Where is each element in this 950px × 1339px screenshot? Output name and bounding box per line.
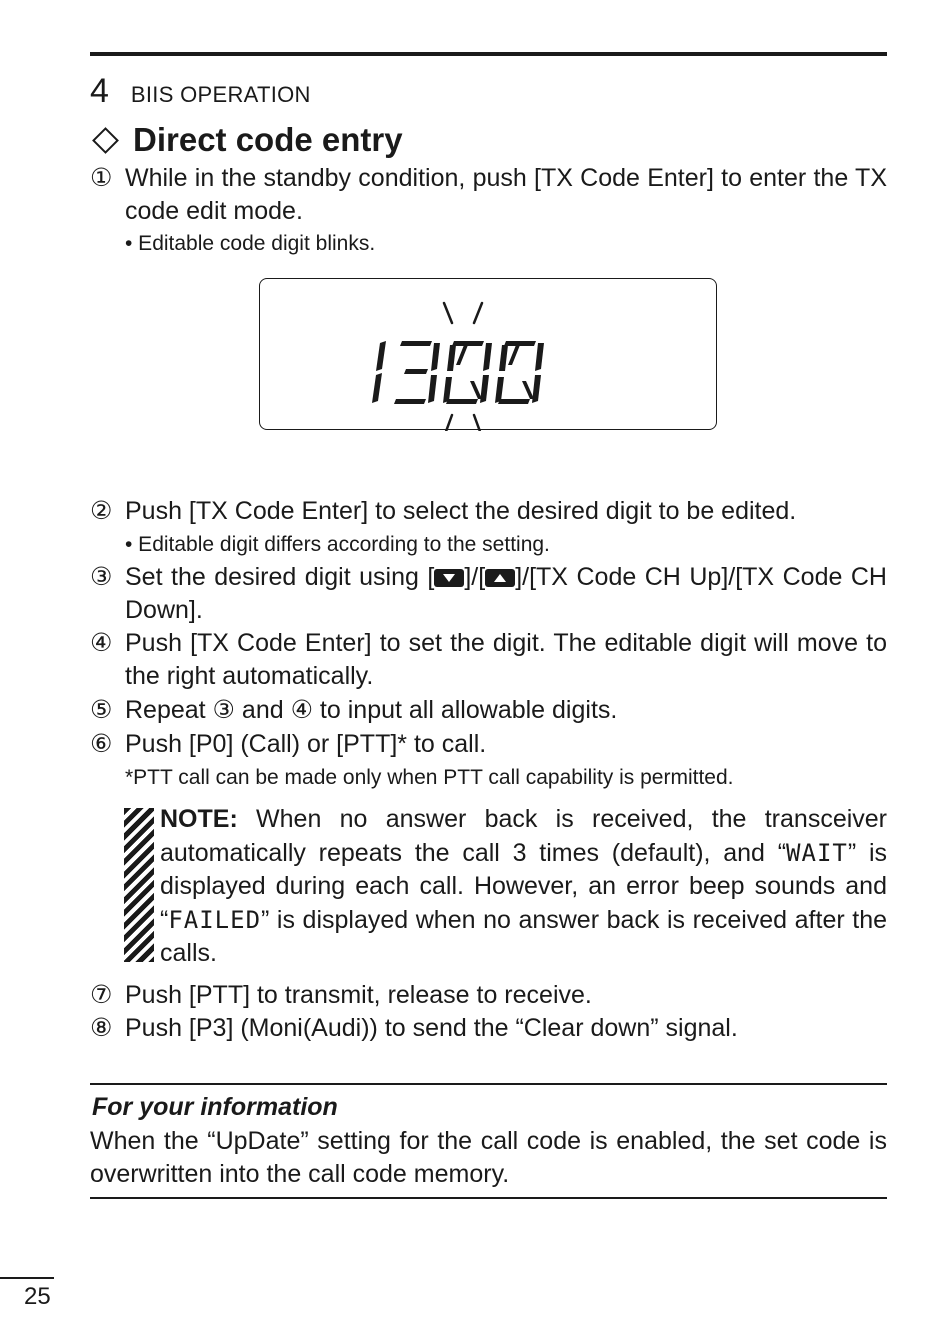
step-1-bullet: • Editable code digit blinks.	[125, 232, 376, 255]
step-4	[90, 627, 887, 693]
step-6-footnote: *PTT call can be made only when PTT call capability is permitted.	[125, 766, 734, 789]
blink-mark-icon	[474, 303, 482, 323]
section-title: Direct code entry	[133, 121, 403, 158]
step-text: Push [TX Code Enter] to set the digit. The editable digit will move to the right automatically.	[125, 629, 887, 690]
note-text: NOTE: When no answer back is received, the transceiver automatically repeats the call 3 times (default), and “WAIT” is displayed during each call. However, an error beep sounds and “FAILED” is displayed when no answer back is received after the calls.	[160, 805, 887, 967]
info-top-rule	[90, 1083, 887, 1085]
chapter-number: 4	[90, 72, 109, 110]
step-text: While in the standby condition, push [TX Code Enter] to enter the TX code edit mode.	[125, 164, 887, 225]
chapter-heading	[90, 72, 311, 111]
lcd-digit-0-b	[495, 341, 544, 404]
blink-mark-icon	[474, 415, 482, 431]
step-7	[90, 979, 887, 1012]
note-label: NOTE:	[160, 805, 238, 833]
step-3	[90, 561, 887, 627]
step-2	[90, 495, 887, 528]
step-number: ⑧	[90, 1014, 113, 1042]
step-8	[90, 1012, 887, 1045]
chapter-title: BIIS OPERATION	[130, 82, 311, 107]
step-text: Set the desired digit using [ ]/[ ]/[TX Code CH Up]/[TX Code CH Down].	[125, 563, 887, 624]
blink-mark-icon	[444, 303, 452, 323]
step-number: ⑦	[90, 981, 113, 1009]
step-2-bullet: • Editable digit differs according to the setting.	[125, 533, 550, 556]
step-1	[90, 162, 887, 228]
lcd-digit-0-a	[443, 341, 492, 404]
up-arrow-key-icon	[485, 569, 515, 587]
step-text: Push [P3] (Moni(Audi)) to send the “Clear down” signal.	[125, 1014, 738, 1042]
section-heading	[90, 121, 403, 159]
note-box	[124, 803, 887, 970]
info-bottom-rule	[90, 1197, 887, 1199]
lcd-failed-text: FAILED	[168, 905, 262, 934]
page-number-rule	[0, 1277, 54, 1279]
step-number: ③	[90, 563, 113, 591]
lcd-digit-3	[394, 341, 440, 404]
step-text: Repeat ③ and ④ to input all allowable digits.	[125, 696, 618, 724]
step-number: ⑥	[90, 730, 113, 758]
info-title: For your information	[92, 1093, 338, 1121]
down-arrow-key-icon	[434, 569, 464, 587]
lcd-display	[259, 278, 717, 430]
step-6	[90, 728, 887, 761]
lcd-wait-text: WAIT	[786, 838, 848, 867]
page-number: 25	[24, 1283, 51, 1310]
top-rule	[90, 52, 887, 56]
step-number: ②	[90, 497, 113, 525]
lcd-digits-graphic	[260, 279, 718, 431]
info-body: When the “UpDate” setting for the call code is enabled, the set code is overwritten into the call code memory.	[90, 1127, 887, 1188]
step-text: Push [TX Code Enter] to select the desired digit to be edited.	[125, 497, 797, 525]
step-5	[90, 694, 887, 727]
step-number: ①	[90, 164, 113, 192]
diamond-icon	[92, 127, 119, 154]
note-stripes-icon	[124, 808, 154, 962]
step-number: ⑤	[90, 696, 113, 724]
step-number: ④	[90, 629, 113, 657]
step-text: Push [P0] (Call) or [PTT]* to call.	[125, 730, 487, 758]
lcd-digit-1	[372, 341, 386, 403]
blink-mark-icon	[444, 415, 452, 431]
step-text: Push [PTT] to transmit, release to receive.	[125, 981, 592, 1009]
